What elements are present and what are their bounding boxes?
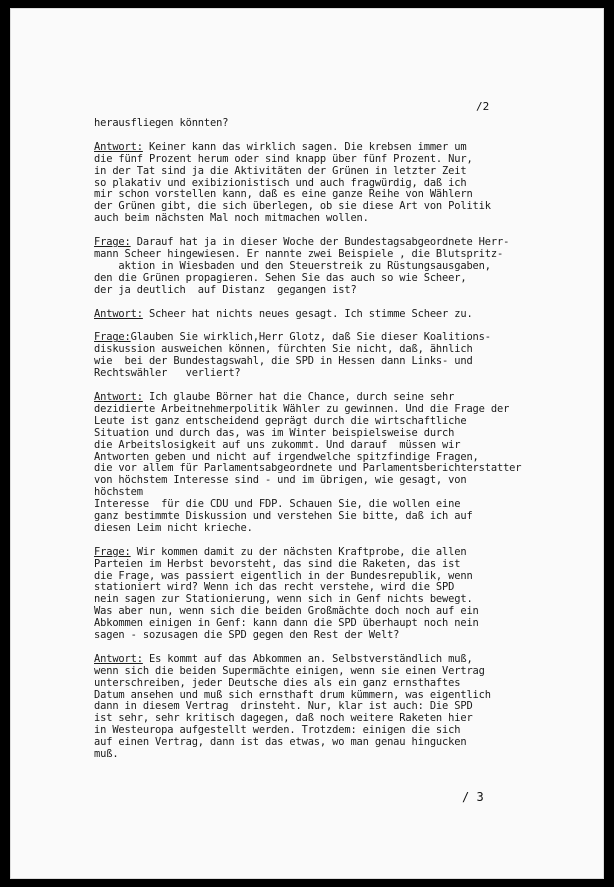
line-text: so plakativ und exibizionistisch und auch fragwürdig, daß ich [94,176,467,189]
interview-paragraph [94,547,574,642]
interview-paragraph [94,654,574,761]
interview-paragraph [94,237,574,296]
interview-paragraph [94,332,574,380]
speaker-label: Antwort: [94,391,143,404]
interview-paragraph [94,392,574,535]
text-line [94,475,574,487]
line-text: auch beim nächsten Mal noch mitmachen wollen. [94,212,369,225]
line-text: wie bei der Bundestagswahl, die SPD in Hessen dann Links- und [94,355,473,368]
line-text: nein sagen zur Stationierung, wenn sich in Genf nichts bewegt. [94,593,473,606]
line-text: aktion in Wiesbaden und den Steuerstreik zu Rüstungsausgaben, [94,259,491,272]
line-text: Was aber nun, wenn sich die beiden Großmächte doch noch auf ein [94,605,479,618]
lead-line: herausfliegen könnten? [94,117,229,129]
line-text: ganz bestimmte Diskussion und verstehen Sie bitte, daß ich auf [94,509,473,522]
speaker-label: Frage: [94,331,131,344]
line-text: mann Scheer hingewiesen. Er nannte zwei Beispiele , die Blutspritz- [94,248,504,261]
text-line [94,737,574,749]
line-text: die Arbeitslosigkeit auf uns zukommt. Und darauf müssen wir [94,438,461,451]
text-line [94,213,574,225]
speaker-label: Antwort: [94,652,143,665]
line-text: diesen Leim nicht krieche. [94,521,253,534]
line-text: der Grünen gibt, die sich überlegen, ob sie diese Art von Politik [94,200,491,213]
line-text: der ja deutlich auf Distanz gegangen ist? [94,283,357,296]
line-text: mir schon vorstellen kann, daß es eine ganze Reihe von Wählern [94,188,473,201]
line-text: von höchstem Interesse sind - und im übrigen, wie gesagt, von [94,474,467,487]
line-text: höchstem [94,486,143,499]
line-text: Situation und durch das, was im Winter beispielsweise durch [94,426,455,439]
line-text: die Frage, was passiert eigentlich in der Bundesrepublik, wenn [94,569,473,582]
line-text: wenn sich die beiden Supermächte einigen, wenn sie einen Vertrag [94,664,485,677]
line-text: in der Tat sind ja die Aktivitäten der Grünen in letzter Zeit [94,164,467,177]
line-text: Glauben Sie wirklich,Herr Glotz, daß Sie dieser Koalitions- [130,331,491,344]
line-text: Ich glaube Börner hat die Chance, durch seine sehr [142,391,455,404]
text-line [94,523,574,535]
line-text: den die Grünen propagieren. Sehen Sie das auch so wie Scheer, [94,271,467,284]
line-text: Keiner kann das wirklich sagen. Die krebsen immer um [142,140,467,153]
line-text: Scheer hat nichts neues gesagt. Ich stimme Scheer zu. [142,307,473,320]
line-text: die vor allem für Parlamentsabgeordnete und Parlamentsberichterstatter [94,462,522,475]
line-text: Antworten geben und nicht auf irgendwelche spitzfindige Fragen, [94,450,479,463]
line-text: dezidierte Arbeitnehmerpolitik Wähler zu gewinnen. Und die Frage der [94,402,510,415]
line-text: sagen - sozusagen die SPD gegen den Rest der Welt? [94,628,400,641]
line-text: die fünf Prozent herum oder sind knapp über fünf Prozent. Nur, [94,152,473,165]
text-line [94,285,574,297]
line-text: stationiert wird? Wenn ich das recht verstehe, wird die SPD [94,581,455,594]
line-text: Leute ist ganz entscheidend geprägt durch die wirtschaftliche [94,414,467,427]
speaker-label: Antwort: [94,307,143,320]
line-text: Darauf hat ja in dieser Woche der Bundestagsabgeordnete Herr- [130,236,510,249]
line-text: in Westeuropa aufgestellt werden. Trotzdem: einigen die sich [94,724,461,737]
line-text: auf einen Vertrag, dann ist das etwas, wo man genau hingucken [94,736,467,749]
interview-paragraphs [94,142,574,761]
text-line [94,749,574,761]
line-text: Rechtswähler verliert? [94,367,241,380]
line-text: diskussion ausweichen können, fürchten Sie nicht, daß, ähnlich [94,343,473,356]
line-text: unterschreiben, jeder Deutsche dies als ein ganz ernsthaftes [94,676,461,689]
page-number-bottom: / 3 [462,790,484,804]
interview-paragraph [94,309,574,321]
text-line [94,630,574,642]
line-text: Datum ansehen und muß sich ernsthaft drum kümmern, was eigentlich [94,688,491,701]
speaker-label: Antwort: [94,140,143,153]
line-text: Abkommen einigen in Genf: kann dann die SPD überhaupt noch nein [94,617,479,630]
interview-text [94,118,574,773]
line-text: ist sehr, sehr kritisch dagegen, daß noch weitere Raketen hier [94,712,473,725]
page-number-top: /2 [476,100,490,113]
line-text: Interesse für die CDU und FDP. Schauen Sie, die wollen eine [94,498,461,511]
line-text: Es kommt auf das Abkommen an. Selbstverständlich muß, [142,652,473,665]
document-page [10,8,604,879]
text-line [94,309,574,321]
speaker-label: Frage: [94,236,131,249]
text-line [94,368,574,380]
line-text: muß. [94,747,119,760]
speaker-label: Frage: [94,545,131,558]
interview-paragraph [94,142,574,225]
line-text: Wir kommen damit zu der nächsten Kraftprobe, die allen [130,545,467,558]
line-text: dann in diesem Vertrag drinsteht. Nur, klar ist auch: Die SPD [94,700,473,713]
line-text: Parteien im Herbst bevorsteht, das sind die Raketen, das ist [94,557,461,570]
